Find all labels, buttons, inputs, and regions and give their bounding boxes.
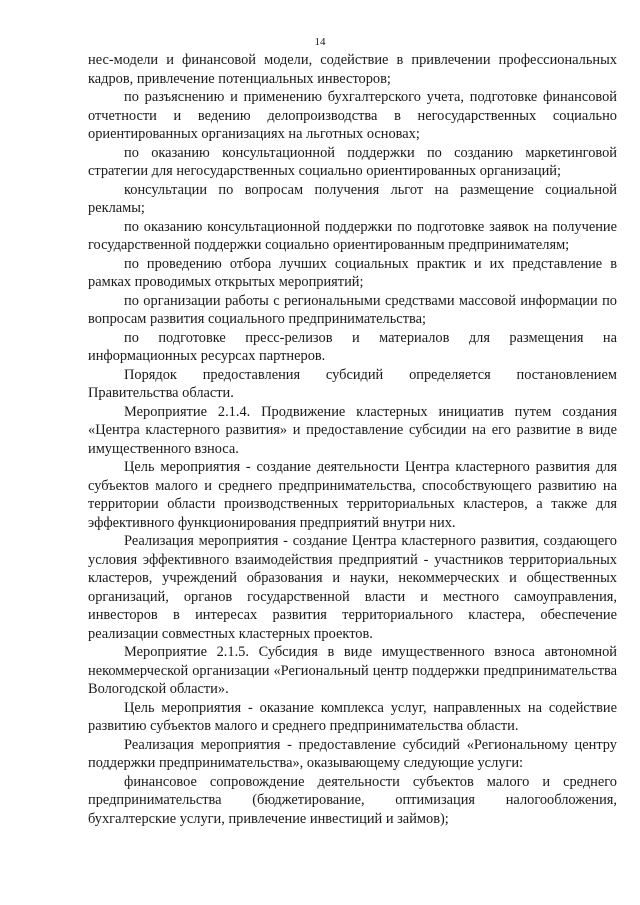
document-body xyxy=(88,51,617,828)
paragraph: по оказанию консультационной поддержки по подготовке заявок на получение государственной поддержки социально ориентированным предпринимателям; xyxy=(88,218,617,253)
paragraph: Порядок предоставления субсидий определяется постановлением Правительства области. xyxy=(88,366,617,401)
paragraph: консультации по вопросам получения льгот на размещение социальной рекламы; xyxy=(88,181,617,216)
paragraph: Реализация мероприятия - предоставление субсидий «Региональному центру поддержки предпринимательства», оказывающему следующие услуги: xyxy=(88,736,617,771)
paragraph-measure-2-1-4: Мероприятие 2.1.4. Продвижение кластерных инициатив путем создания «Центра кластерного развития» и предоставление субсидии на его развитие в виде имущественного взноса. xyxy=(88,403,617,457)
paragraph: по разъяснению и применению бухгалтерского учета, подготовке финансовой отчетности и ведению делопроизводства в негосударственных социально ориентированных организациях на льготных основах; xyxy=(88,89,617,142)
paragraph: Цель мероприятия - создание деятельности Центра кластерного развития для субъектов малого и среднего предпринимательства, способствующего развитию на территории области производственных территориальных кластеров, а также для эффективного функционирования предприятий внутри них. xyxy=(88,459,617,531)
paragraph: финансовое сопровождение деятельности субъектов малого и среднего предпринимательства (бюджетирование, оптимизация налогообложения, бухгалтерские услуги, привлечение инвестиций и займов); xyxy=(88,773,617,827)
paragraph: по оказанию консультационной поддержки по созданию маркетинговой стратегии для негосударственных социально ориентированных организаций; xyxy=(88,144,617,179)
paragraph: Реализация мероприятия - создание Центра кластерного развития, создающего условия эффективного взаимодействия предприятий - участников территориальных кластеров, учреждений образования и науки, некоммерческих и общественных организаций, органов государственной власти и местного самоуправления, инвесторов в интересах развития территориального кластера, обеспечение реализации совместных кластерных проектов. xyxy=(88,533,617,642)
paragraph: по проведению отбора лучших социальных практик и их представление в рамках проводимых открытых мероприятий; xyxy=(88,255,617,290)
paragraph-continuation: нес-модели и финансовой модели, содействие в привлечении профессиональных кадров, привлечение потенциальных инвесторов; xyxy=(88,52,617,87)
paragraph: Цель мероприятия - оказание комплекса услуг, направленных на содействие развитию субъектов малого и среднего предпринимательства области. xyxy=(88,699,617,734)
paragraph-measure-2-1-5: Мероприятие 2.1.5. Субсидия в виде имущественного взноса автономной некоммерческой организации «Региональный центр поддержки предпринимательства Вологодской области». xyxy=(88,644,617,697)
paragraph: по подготовке пресс-релизов и материалов для размещения на информационных ресурсах партнеров. xyxy=(88,329,617,364)
page-number: 14 xyxy=(314,36,326,48)
paragraph: по организации работы с региональными средствами массовой информации по вопросам развития социального предпринимательства; xyxy=(88,292,617,327)
